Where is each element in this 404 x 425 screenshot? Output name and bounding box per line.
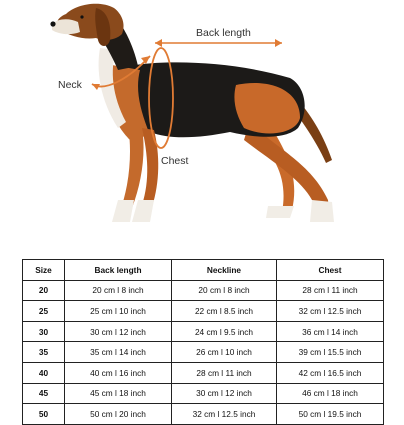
cell-neckline: 22 cm l 8.5 inch xyxy=(172,301,277,322)
cell-neckline: 28 cm l 11 inch xyxy=(172,362,277,383)
table-header-row xyxy=(23,260,384,281)
cell-size: 20 xyxy=(23,280,65,301)
table-row xyxy=(23,383,384,404)
cell-neckline: 32 cm l 12.5 inch xyxy=(172,404,277,425)
header-neckline: Neckline xyxy=(172,260,277,281)
size-chart xyxy=(22,259,383,425)
header-size: Size xyxy=(23,260,65,281)
header-chest: Chest xyxy=(277,260,384,281)
cell-chest: 46 cm l 18 inch xyxy=(277,383,384,404)
cell-chest: 50 cm l 19.5 inch xyxy=(277,404,384,425)
dog-muzzle xyxy=(52,19,80,34)
back-length-label: Back length xyxy=(196,27,251,39)
dog-front-paw-right xyxy=(132,200,154,222)
cell-back-length: 20 cm l 8 inch xyxy=(65,280,172,301)
cell-back-length: 50 cm l 20 inch xyxy=(65,404,172,425)
cell-chest: 39 cm l 15.5 inch xyxy=(277,342,384,363)
table-row xyxy=(23,362,384,383)
cell-size: 30 xyxy=(23,321,65,342)
cell-neckline: 30 cm l 12 inch xyxy=(172,383,277,404)
header-back-length: Back length xyxy=(65,260,172,281)
table-row xyxy=(23,404,384,425)
cell-back-length: 35 cm l 14 inch xyxy=(65,342,172,363)
dog-hind-paw-right xyxy=(310,200,334,222)
size-table xyxy=(22,259,384,425)
cell-back-length: 25 cm l 10 inch xyxy=(65,301,172,322)
cell-chest: 36 cm l 14 inch xyxy=(277,321,384,342)
cell-neckline: 20 cm l 8 inch xyxy=(172,280,277,301)
table-row xyxy=(23,301,384,322)
cell-back-length: 45 cm l 18 inch xyxy=(65,383,172,404)
cell-back-length: 40 cm l 16 inch xyxy=(65,362,172,383)
cell-size: 45 xyxy=(23,383,65,404)
neck-label: Neck xyxy=(58,79,82,91)
dog-front-leg-right xyxy=(142,128,158,207)
dog-front-leg-left xyxy=(122,125,144,208)
cell-size: 25 xyxy=(23,301,65,322)
cell-neckline: 26 cm l 10 inch xyxy=(172,342,277,363)
cell-size: 35 xyxy=(23,342,65,363)
table-row xyxy=(23,280,384,301)
dog-nose xyxy=(50,21,55,26)
cell-chest: 42 cm l 16.5 inch xyxy=(277,362,384,383)
cell-neckline: 24 cm l 9.5 inch xyxy=(172,321,277,342)
cell-chest: 32 cm l 12.5 inch xyxy=(277,301,384,322)
cell-chest: 28 cm l 11 inch xyxy=(277,280,384,301)
chest-label: Chest xyxy=(161,155,189,167)
cell-size: 50 xyxy=(23,404,65,425)
table-row xyxy=(23,321,384,342)
cell-size: 40 xyxy=(23,362,65,383)
dog-front-paw-left xyxy=(112,200,134,222)
back-length-arrow-left xyxy=(155,39,162,47)
dog-hind-paw-left xyxy=(266,206,294,218)
cell-back-length: 30 cm l 12 inch xyxy=(65,321,172,342)
dog-eye xyxy=(80,15,83,18)
table-row xyxy=(23,342,384,363)
back-length-arrow-right xyxy=(275,39,282,47)
